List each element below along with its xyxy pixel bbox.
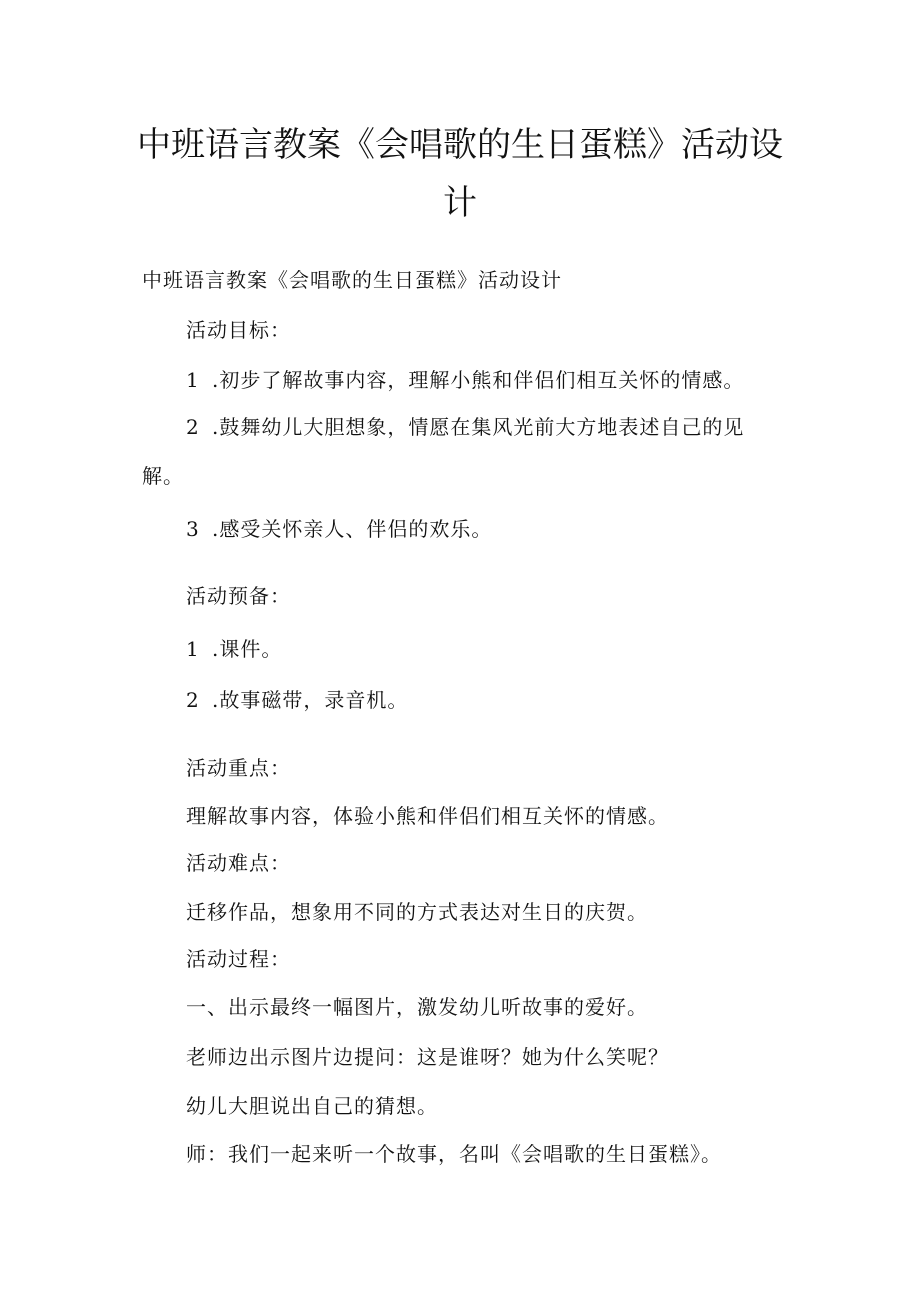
- process-line-4: 师：我们一起来听一个故事，名叫《会唱歌的生日蛋糕》。: [186, 1142, 722, 1166]
- goal-item-1-text: .初步了解故事内容，理解小熊和伴侣们相互关怀的情感。: [212, 368, 745, 392]
- goal-item-2-number: 2: [186, 415, 200, 439]
- process-heading: 活动过程：: [186, 947, 291, 971]
- process-line-3: 幼儿大胆说出自己的猜想。: [186, 1094, 438, 1118]
- goal-item-2: [186, 414, 744, 440]
- goal-item-1-number: 1: [186, 368, 200, 392]
- prep-heading: 活动预备：: [186, 584, 291, 608]
- document-subtitle: 中班语言教案《会唱歌的生日蛋糕》活动设计: [142, 268, 562, 292]
- difficulty-heading: 活动难点：: [186, 851, 291, 875]
- key-point-text: 理解故事内容，体验小熊和伴侣们相互关怀的情感。: [186, 804, 669, 828]
- prep-item-2-number: 2: [186, 688, 200, 712]
- key-point-heading: 活动重点：: [186, 756, 291, 780]
- prep-item-2-text: .故事磁带，录音机。: [212, 688, 409, 712]
- difficulty-text: 迁移作品，想象用不同的方式表达对生日的庆贺。: [186, 900, 648, 924]
- prep-item-1-number: 1: [186, 637, 200, 661]
- process-line-2: 老师边出示图片边提问：这是谁呀？她为什么笑呢？: [186, 1045, 669, 1069]
- goal-item-1: [186, 367, 744, 393]
- goal-item-3-text: .感受关怀亲人、伴侣的欢乐。: [212, 517, 493, 541]
- goal-item-2-text: .鼓舞幼儿大胆想象，情愿在集风光前大方地表述自己的见: [212, 415, 745, 439]
- goals-heading: 活动目标：: [186, 318, 291, 342]
- prep-item-1: [186, 636, 282, 662]
- prep-item-2: [186, 687, 408, 713]
- title-line-2: 计: [443, 183, 477, 223]
- process-line-1: 一、出示最终一幅图片，激发幼儿听故事的爱好。: [186, 995, 648, 1019]
- prep-item-1-text: .课件。: [212, 637, 283, 661]
- goal-item-3: [186, 516, 492, 542]
- document-title: [120, 116, 800, 232]
- goal-item-3-number: 3: [186, 517, 200, 541]
- goal-item-2-continuation: 解。: [142, 464, 184, 488]
- title-line-1: 中班语言教案《会唱歌的生日蛋糕》活动设: [137, 125, 783, 165]
